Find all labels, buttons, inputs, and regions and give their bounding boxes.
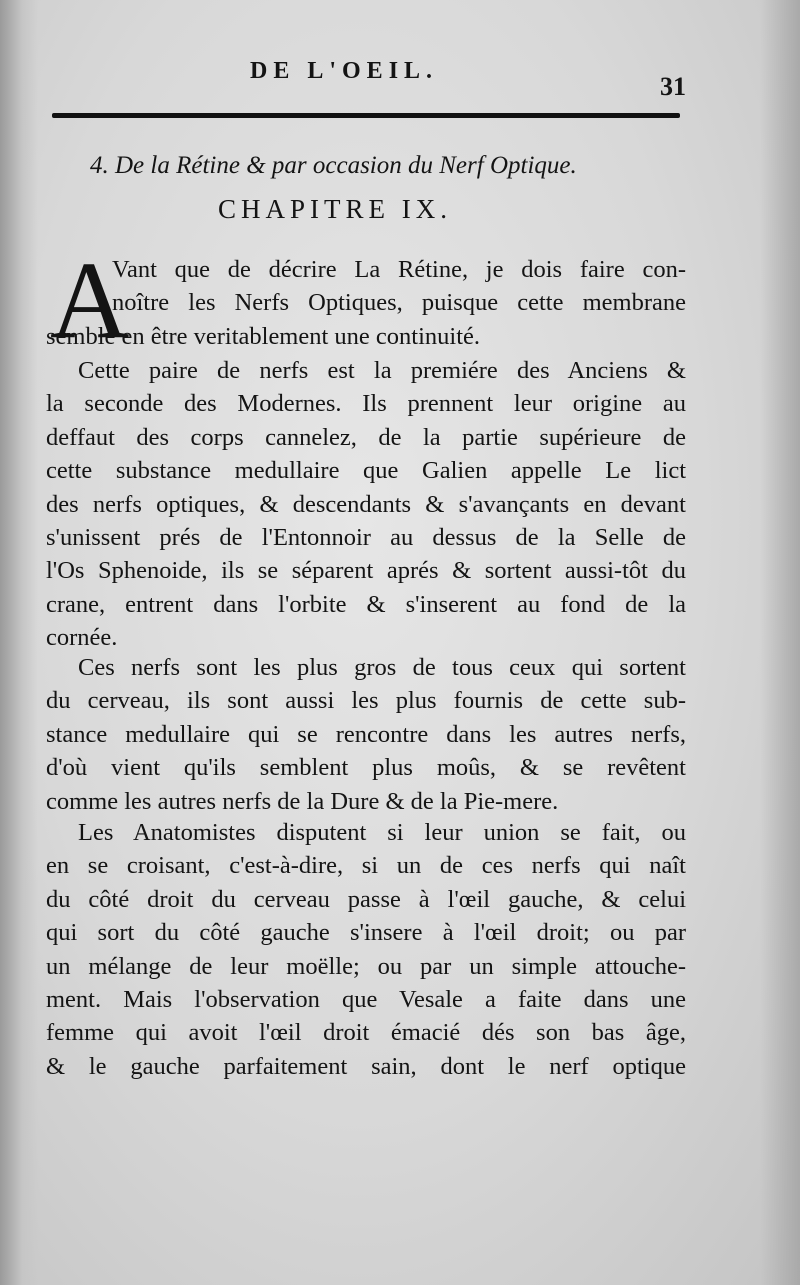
chapter-title: CHAPITRE IX. bbox=[218, 194, 452, 224]
text-line: des nerfs optiques, & descendants & s'avançants en devant bbox=[46, 490, 686, 518]
text-line: Vant que de décrire La Rétine, je dois faire con- bbox=[112, 256, 686, 283]
running-head: DE L'OEIL. bbox=[250, 58, 439, 84]
text-line: Cette paire de nerfs est la premiére des Anciens & bbox=[78, 357, 686, 384]
text-line: comme les autres nerfs de la Dure & de la Pie-mere. bbox=[46, 787, 559, 815]
text-line: semble en être veritablement une continuité. bbox=[46, 322, 481, 350]
text-line: & le gauche parfaitement sain, dont le nerf optique bbox=[46, 1052, 686, 1080]
text-line: en se croisant, c'est-à-dire, si un de ces nerfs qui naît bbox=[46, 852, 686, 880]
paragraph-4 bbox=[46, 816, 686, 1083]
text-line: l'Os Sphenoide, ils se séparent aprés & sortent aussi-tôt du bbox=[46, 557, 686, 585]
text-line: du cerveau, ils sont aussi les plus fournis de cette sub- bbox=[46, 687, 686, 715]
text-line: Les Anatomistes disputent si leur union se fait, ou bbox=[78, 819, 686, 846]
text-line: noître les Nerfs Optiques, puisque cette membrane bbox=[112, 289, 686, 317]
text-line: d'où vient qu'ils semblent plus moûs, & se revêtent bbox=[46, 754, 686, 782]
text-line: s'unissent prés de l'Entonnoir au dessus de la Selle de bbox=[46, 524, 686, 552]
text-line: un mélange de leur moëlle; ou par un simple attouche- bbox=[46, 952, 686, 980]
section-heading: 4. De la Rétine & par occasion du Nerf Optique. bbox=[90, 152, 577, 179]
text-line: deffaut des corps cannelez, de la partie supérieure de bbox=[46, 423, 686, 451]
text-line: stance medullaire qui se rencontre dans les autres nerfs, bbox=[46, 720, 686, 748]
paragraph-2 bbox=[46, 354, 686, 655]
gutter-shadow bbox=[0, 0, 38, 1285]
header-rule bbox=[52, 113, 680, 118]
text-line: qui sort du côté gauche s'insere à l'œil droit; ou par bbox=[46, 919, 686, 947]
paragraph-1 bbox=[46, 253, 686, 353]
paragraph-3 bbox=[46, 651, 686, 818]
text-line: du côté droit du cerveau passe à l'œil gauche, & celui bbox=[46, 885, 686, 913]
text-line: cette substance medullaire que Galien appelle Le lict bbox=[46, 457, 686, 485]
page-number: 31 bbox=[660, 72, 686, 101]
text-line: crane, entrent dans l'orbite & s'inserent au fond de la bbox=[46, 590, 686, 618]
text-line: ment. Mais l'observation que Vesale a faite dans une bbox=[46, 986, 686, 1014]
text-line: la seconde des Modernes. Ils prennent leur origine au bbox=[46, 390, 686, 418]
drop-cap: A bbox=[50, 239, 130, 361]
text-line: Ces nerfs sont les plus gros de tous ceux qui sortent bbox=[78, 654, 686, 681]
text-line: femme qui avoit l'œil droit émacié dés son bas âge, bbox=[46, 1019, 686, 1047]
text-line: cornée. bbox=[46, 624, 118, 652]
page-edge-shadow bbox=[760, 0, 800, 1285]
